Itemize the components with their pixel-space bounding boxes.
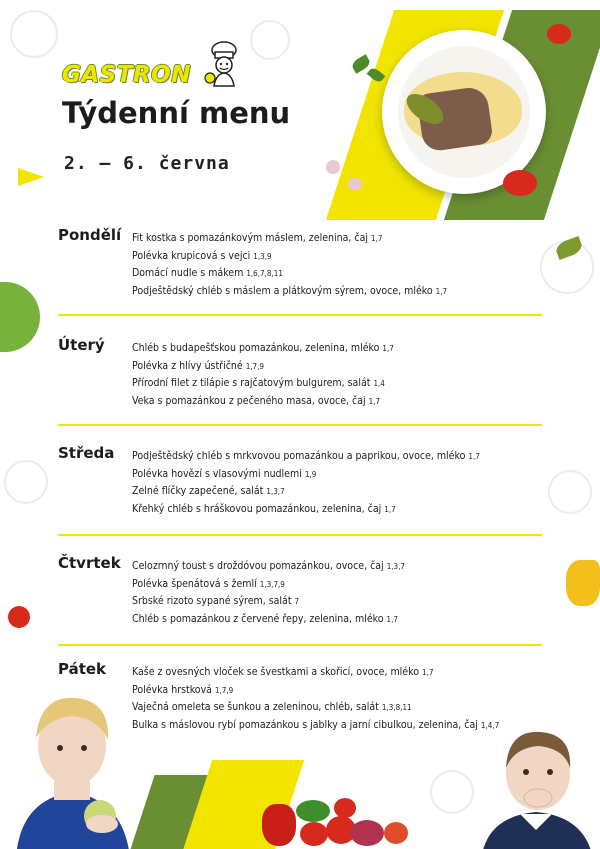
menu-items	[132, 230, 447, 300]
menu-items	[132, 558, 405, 628]
day-name: Středa	[58, 444, 115, 462]
allergens: 1,7,9	[214, 685, 234, 695]
menu-item: Polévka hovězí s vlasovými nudlemi 1,9	[132, 467, 317, 480]
bell-pepper-icon	[262, 804, 296, 846]
child-eating-apple-photo	[12, 688, 134, 849]
background-doodle	[430, 770, 474, 814]
day-name: Pátek	[58, 660, 107, 678]
allergens: 1,7	[371, 234, 383, 243]
brand-logo-text: GASTRON	[62, 62, 191, 88]
menu-items	[132, 664, 499, 734]
allergens: 1,4	[373, 379, 385, 388]
menu-item: Fit kostka s pomazánkovým máslem, zelenina, čaj 1,7	[132, 232, 383, 244]
menu-item: Chléb s budapešťskou pomazánkou, zelenina, mléko 1,7	[132, 342, 394, 354]
allergens: 1,7	[421, 668, 434, 677]
menu-item: Zelné flíčky zapečené, salát 1,3,7	[132, 485, 285, 497]
allergens: 1,3,9	[253, 251, 272, 261]
menu-item: Podještědský chléb s mrkvovou pomazánkou a paprikou, ovoce, mléko 1,7	[132, 450, 480, 462]
background-doodle	[548, 470, 592, 514]
menu-item: Celozrnný toust s droždóvou pomazánkou, ovoce, čaj 1,3,7	[132, 560, 405, 572]
menu-item: Podještědský chléb s máslem a plátkovým sýrem, ovoce, mléko 1,7	[132, 284, 448, 297]
menu-item: Polévka hrstková 1,7,9	[132, 683, 234, 696]
date-range: 2. – 6. června	[64, 153, 230, 174]
tomato-icon	[300, 822, 328, 846]
allergens: 1,4,7	[480, 720, 500, 730]
menu-item: Polévka z hlívy ústřičné 1,7,9	[132, 359, 264, 372]
allergens: 1,7	[468, 452, 480, 461]
chef-mascot-icon	[200, 40, 248, 88]
tomato-icon	[8, 606, 30, 628]
brand-logo	[62, 62, 191, 88]
allergens: 1,7,9	[245, 361, 264, 371]
menu-item: Bulka s máslovou rybí pomazánkou s jablky a jarní cibulkou, zelenina, čaj 1,4,7	[132, 718, 500, 731]
allergens: 1,6,7,8,11	[246, 269, 283, 278]
menu-item: Chléb s pomazánkou z červené řepy, zelenina, mléko 1,7	[132, 612, 398, 625]
menu-item: Veka s pomazánkou z pečeného masa, ovoce, čaj 1,7	[132, 394, 381, 407]
menu-item: Srbské rizoto sypané sýrem, salát 7	[132, 595, 300, 607]
garlic-icon	[348, 178, 362, 190]
allergens: 1,7	[435, 286, 448, 296]
menu-items	[132, 448, 480, 518]
day-name: Čtvrtek	[58, 554, 121, 572]
section-divider	[58, 314, 542, 316]
section-divider	[58, 534, 542, 536]
child-eating-photo	[476, 724, 596, 849]
section-divider	[58, 424, 542, 426]
background-doodle	[250, 20, 290, 60]
menu-items	[132, 340, 394, 410]
background-doodle	[4, 460, 48, 504]
menu-item: Vaječná omeleta se šunkou a zeleninou, chléb, salát 1,3,8,11	[132, 701, 412, 713]
menu-item: Polévka špenátová s žemlí 1,3,7,9	[132, 577, 285, 590]
tomato-icon	[384, 822, 408, 844]
tomato-icon	[547, 24, 571, 44]
menu-item: Domácí nudle s mákem 1,6,7,8,11	[132, 267, 283, 279]
allergens: 7	[294, 597, 300, 606]
garlic-icon	[326, 160, 340, 174]
allergens: 1,7	[386, 614, 398, 624]
menu-item: Přírodní filet z tilápie s rajčatovým bulgurem, salát 1,4	[132, 377, 385, 389]
allergens: 1,9	[304, 469, 317, 479]
section-divider	[58, 644, 542, 646]
allergens: 1,3,7	[386, 562, 405, 571]
green-pepper-icon	[296, 800, 330, 822]
menu-item: Polévka krupicová s vejci 1,3,9	[132, 249, 272, 262]
page-title: Týdenní menu	[62, 96, 291, 130]
red-onion-icon	[350, 820, 384, 846]
allergens: 1,7	[368, 396, 381, 406]
day-name: Úterý	[58, 336, 105, 354]
allergens: 1,3,7,9	[259, 579, 285, 589]
arrow-marker	[18, 168, 44, 186]
menu-item: Křehký chléb s hráškovou pomazánkou, zelenina, čaj 1,7	[132, 502, 396, 515]
allergens: 1,7	[382, 344, 394, 353]
allergens: 1,3,7	[266, 487, 285, 496]
tomato-icon	[503, 170, 537, 196]
allergens: 1,3,8,11	[381, 703, 412, 712]
allergens: 1,7	[384, 504, 396, 514]
day-name: Pondělí	[58, 226, 122, 244]
menu-item: Kaše z ovesných vloček se švestkami a skořicí, ovoce, mléko 1,7	[132, 666, 434, 678]
lettuce-icon	[0, 282, 40, 352]
tomato-icon	[334, 798, 356, 818]
bell-pepper-icon	[566, 560, 600, 606]
background-doodle	[10, 10, 58, 58]
